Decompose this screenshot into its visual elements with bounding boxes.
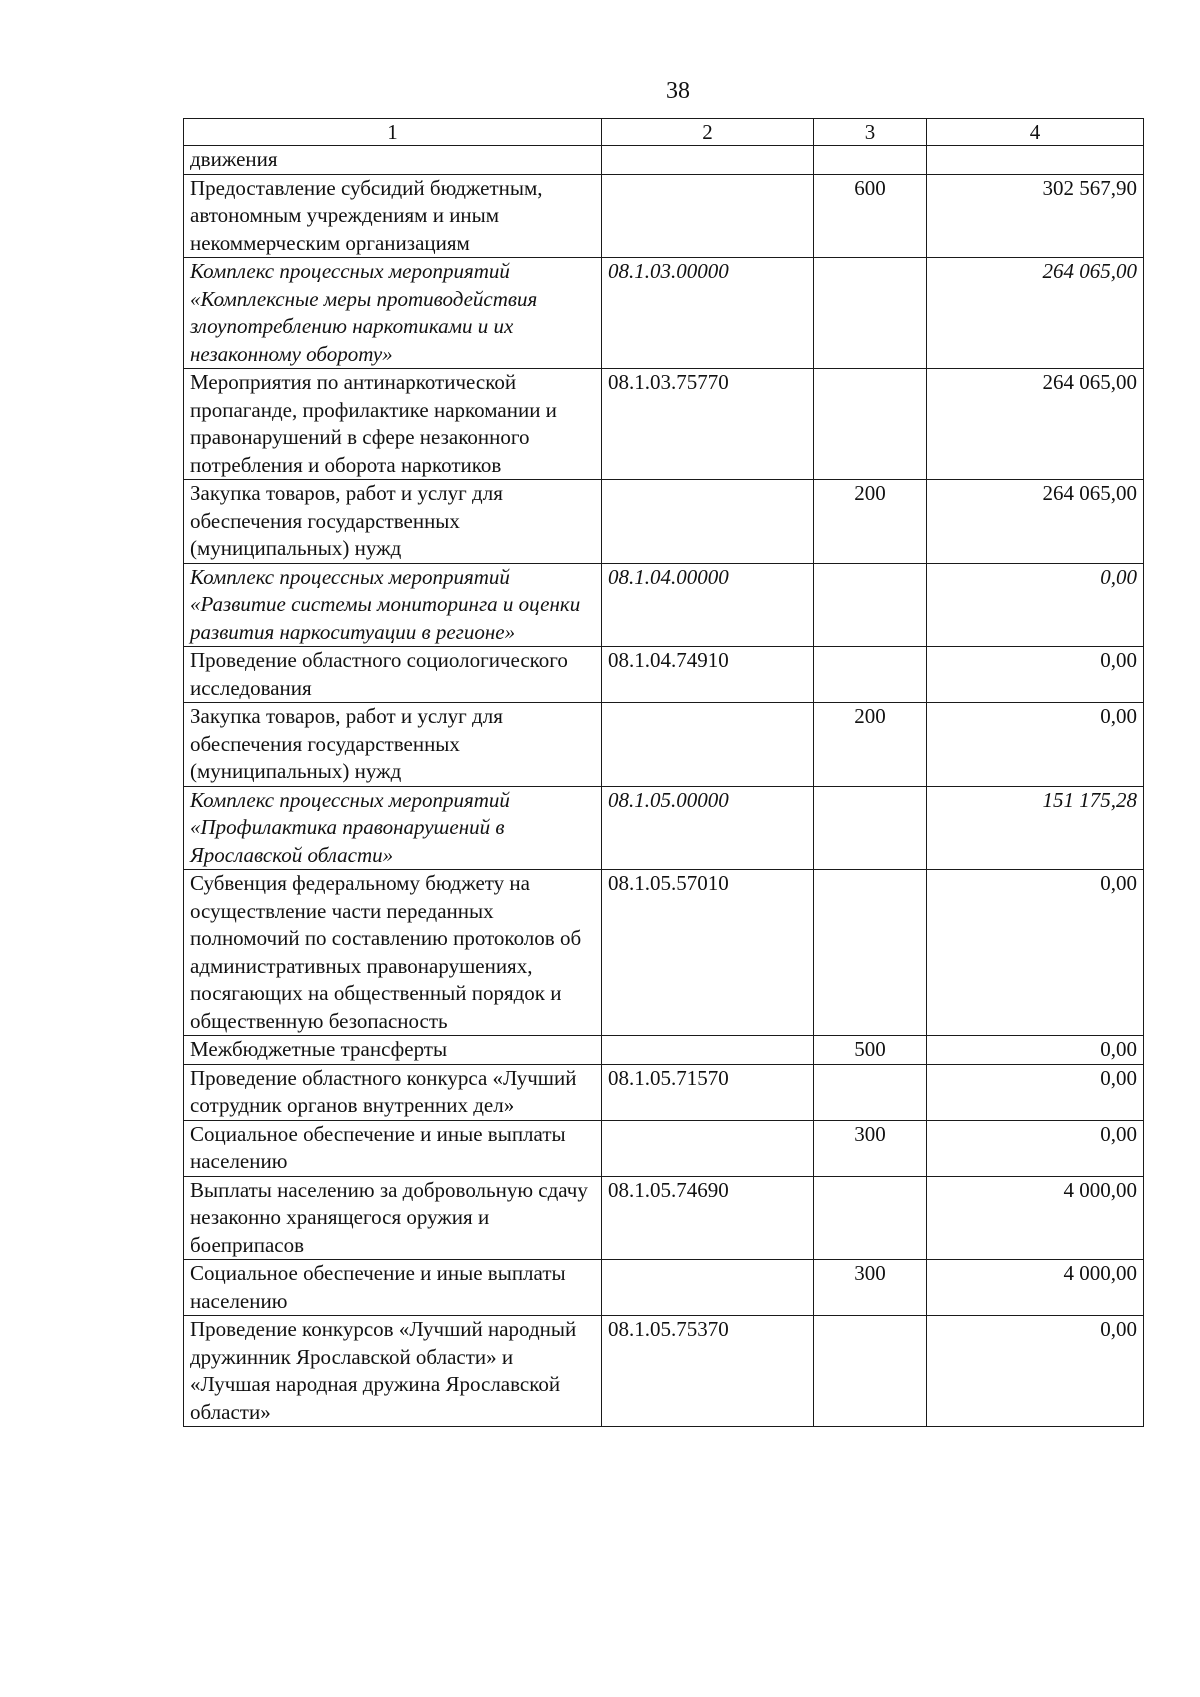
row-name-cell: Проведение областного социологического исследования: [184, 647, 602, 703]
row-name-cell: Закупка товаров, работ и услуг для обеспечения государственных (муниципальных) нужд: [184, 703, 602, 787]
row-amount-cell: 264 065,00: [927, 480, 1144, 564]
row-expense-type-cell: [814, 369, 927, 480]
row-expense-type-cell: [814, 870, 927, 1036]
row-name-cell: Социальное обеспечение и иные выплаты населению: [184, 1260, 602, 1316]
row-name-cell: Межбюджетные трансферты: [184, 1036, 602, 1065]
row-amount-cell: 0,00: [927, 703, 1144, 787]
row-expense-type-cell: 300: [814, 1120, 927, 1176]
row-expense-type-cell: [814, 1064, 927, 1120]
table-row: [184, 369, 1144, 480]
row-amount-cell: 264 065,00: [927, 258, 1144, 369]
table-row: [184, 647, 1144, 703]
row-code-cell: [602, 1036, 814, 1065]
table-row: [184, 563, 1144, 647]
table-row: [184, 870, 1144, 1036]
row-amount-cell: 0,00: [927, 1120, 1144, 1176]
table-row: [184, 1260, 1144, 1316]
row-name-cell: Комплекс процессных мероприятий «Развитие системы мониторинга и оценки развития наркоситуации в регионе»: [184, 563, 602, 647]
row-name-cell: движения: [184, 146, 602, 175]
table-row: [184, 1176, 1144, 1260]
row-amount-cell: 4 000,00: [927, 1176, 1144, 1260]
table-body: [184, 146, 1144, 1427]
table-row: [184, 703, 1144, 787]
row-expense-type-cell: [814, 258, 927, 369]
row-code-cell: 08.1.05.75370: [602, 1316, 814, 1427]
table-row: [184, 1036, 1144, 1065]
row-code-cell: [602, 1120, 814, 1176]
row-code-cell: 08.1.04.74910: [602, 647, 814, 703]
table-row: [184, 258, 1144, 369]
row-expense-type-cell: 200: [814, 480, 927, 564]
table-row: [184, 174, 1144, 258]
column-header-2: 2: [602, 119, 814, 146]
row-amount-cell: 0,00: [927, 1036, 1144, 1065]
page-number: 38: [666, 78, 690, 104]
row-code-cell: [602, 480, 814, 564]
row-amount-cell: 4 000,00: [927, 1260, 1144, 1316]
column-header-1: 1: [184, 119, 602, 146]
table-row: [184, 786, 1144, 870]
row-name-cell: Предоставление субсидий бюджетным, автономным учреждениям и иным некоммерческим организациям: [184, 174, 602, 258]
row-amount-cell: 0,00: [927, 1064, 1144, 1120]
row-name-cell: Закупка товаров, работ и услуг для обеспечения государственных (муниципальных) нужд: [184, 480, 602, 564]
row-expense-type-cell: [814, 146, 927, 175]
row-name-cell: Субвенция федеральному бюджету на осуществление части переданных полномочий по составлению протоколов об административных правонарушениях, посягающих на общественный порядок и общественную безопасность: [184, 870, 602, 1036]
row-code-cell: 08.1.04.00000: [602, 563, 814, 647]
row-expense-type-cell: 600: [814, 174, 927, 258]
row-amount-cell: 0,00: [927, 870, 1144, 1036]
row-name-cell: Социальное обеспечение и иные выплаты населению: [184, 1120, 602, 1176]
row-code-cell: [602, 174, 814, 258]
row-code-cell: 08.1.05.57010: [602, 870, 814, 1036]
row-expense-type-cell: [814, 786, 927, 870]
row-expense-type-cell: 500: [814, 1036, 927, 1065]
table-header-row: [184, 119, 1144, 146]
row-expense-type-cell: [814, 1176, 927, 1260]
row-code-cell: 08.1.05.71570: [602, 1064, 814, 1120]
table-row: [184, 480, 1144, 564]
row-expense-type-cell: 300: [814, 1260, 927, 1316]
table-row: [184, 146, 1144, 175]
column-header-3: 3: [814, 119, 927, 146]
row-code-cell: 08.1.05.74690: [602, 1176, 814, 1260]
row-expense-type-cell: [814, 563, 927, 647]
row-amount-cell: 264 065,00: [927, 369, 1144, 480]
row-name-cell: Проведение областного конкурса «Лучший сотрудник органов внутренних дел»: [184, 1064, 602, 1120]
table-row: [184, 1120, 1144, 1176]
table-row: [184, 1316, 1144, 1427]
row-expense-type-cell: 200: [814, 703, 927, 787]
budget-table: [183, 118, 1144, 1427]
row-code-cell: 08.1.05.00000: [602, 786, 814, 870]
row-name-cell: Комплекс процессных мероприятий «Комплексные меры противодействия злоупотреблению наркотиками и их незаконному обороту»: [184, 258, 602, 369]
row-expense-type-cell: [814, 647, 927, 703]
row-code-cell: [602, 146, 814, 175]
row-amount-cell: [927, 146, 1144, 175]
row-amount-cell: 0,00: [927, 647, 1144, 703]
row-name-cell: Выплаты населению за добровольную сдачу незаконно хранящегося оружия и боеприпасов: [184, 1176, 602, 1260]
row-name-cell: Проведение конкурсов «Лучший народный дружинник Ярославской области» и «Лучшая народная дружина Ярославской области»: [184, 1316, 602, 1427]
table-row: [184, 1064, 1144, 1120]
row-code-cell: 08.1.03.75770: [602, 369, 814, 480]
row-code-cell: [602, 703, 814, 787]
row-amount-cell: 0,00: [927, 563, 1144, 647]
row-amount-cell: 0,00: [927, 1316, 1144, 1427]
row-expense-type-cell: [814, 1316, 927, 1427]
row-code-cell: 08.1.03.00000: [602, 258, 814, 369]
row-name-cell: Мероприятия по антинаркотической пропаганде, профилактике наркомании и правонарушений в сфере незаконного потребления и оборота наркотиков: [184, 369, 602, 480]
row-code-cell: [602, 1260, 814, 1316]
column-header-4: 4: [927, 119, 1144, 146]
row-amount-cell: 151 175,28: [927, 786, 1144, 870]
row-name-cell: Комплекс процессных мероприятий «Профилактика правонарушений в Ярославской области»: [184, 786, 602, 870]
row-amount-cell: 302 567,90: [927, 174, 1144, 258]
